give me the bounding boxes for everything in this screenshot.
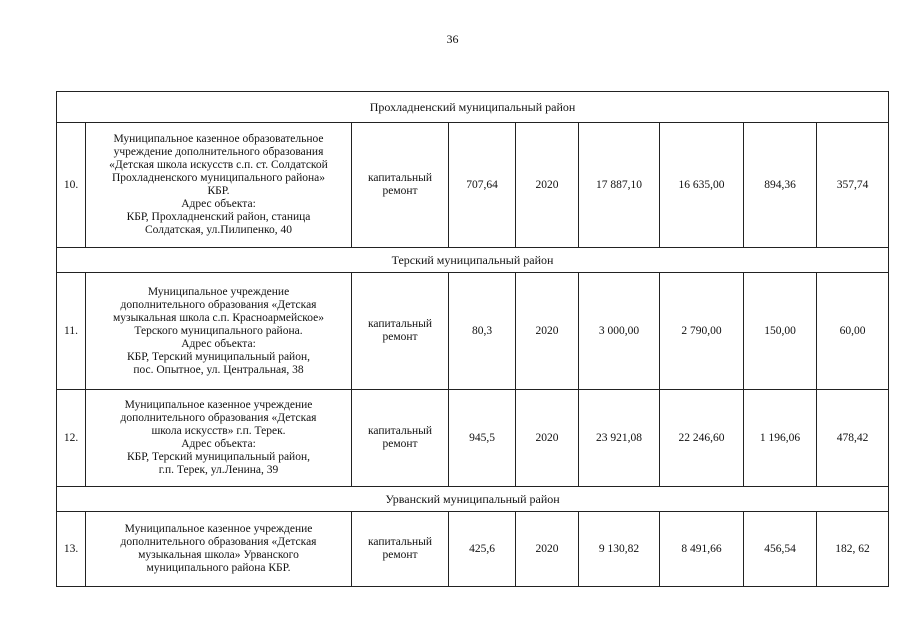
value-cell: 357,74 xyxy=(817,123,889,248)
description-line: г.п. Терек, ул.Ленина, 39 xyxy=(158,464,279,476)
object-description xyxy=(86,123,352,248)
section-title: Терский муниципальный район xyxy=(57,248,889,273)
value-cell: 23 921,08 xyxy=(579,390,660,487)
description-line: КБР, Терский муниципальный район, xyxy=(127,451,310,463)
section-header-row xyxy=(57,248,889,273)
description-line: Адрес объекта: xyxy=(181,438,256,450)
value-cell: 478,42 xyxy=(817,390,889,487)
table-row xyxy=(57,390,889,487)
description-line: музыкальная школа» Урванского xyxy=(138,549,299,561)
work-type xyxy=(352,390,449,487)
description-line: дополнительного образования «Детская xyxy=(120,298,317,311)
description-line: КБР, Прохладненский район, станица xyxy=(126,211,311,223)
work-type-line: капитальный xyxy=(367,172,433,184)
page-number: 36 xyxy=(446,32,459,46)
value-cell: 1 196,06 xyxy=(744,390,817,487)
section-title: Урванский муниципальный район xyxy=(57,487,889,512)
description-line: дополнительного образования «Детская xyxy=(120,536,317,548)
description-line: пос. Опытное, ул. Центральная, 38 xyxy=(133,363,304,376)
description-line: учреждение дополнительного образования xyxy=(113,146,324,158)
work-type-line: ремонт xyxy=(382,185,418,197)
description-line: «Детская школа искусств с.п. ст. Солдатской xyxy=(109,159,328,171)
value-cell: 182, 62 xyxy=(817,512,889,587)
object-description xyxy=(86,273,352,390)
description-line: Прохладненского муниципального района» xyxy=(111,172,325,184)
description-line: Адрес объекта: xyxy=(181,198,256,210)
row-number: 10. xyxy=(57,123,86,248)
work-type-line: капитальный xyxy=(367,536,433,548)
object-registry-table xyxy=(56,91,889,587)
description-line: Муниципальное казенное учреждение xyxy=(124,523,313,535)
section-header-row xyxy=(57,487,889,512)
value-cell: 22 246,60 xyxy=(660,390,744,487)
table-row xyxy=(57,123,889,248)
row-number: 12. xyxy=(57,390,86,487)
value-cell: 2020 xyxy=(516,390,579,487)
value-cell: 17 887,10 xyxy=(579,123,660,248)
table-row xyxy=(57,512,889,587)
work-type-line: ремонт xyxy=(382,438,418,450)
table-row xyxy=(57,273,889,390)
work-type xyxy=(352,512,449,587)
description-line: муниципального района КБР. xyxy=(146,562,291,574)
value-cell: 707,64 xyxy=(449,123,516,248)
description-line: Солдатская, ул.Пилипенко, 40 xyxy=(144,224,293,236)
description-line: дополнительного образования «Детская xyxy=(120,412,317,424)
value-cell: 8 491,66 xyxy=(660,512,744,587)
description-line: школа искусств» г.п. Терек. xyxy=(151,425,286,437)
work-type xyxy=(352,273,449,390)
row-number: 11. xyxy=(57,273,86,390)
value-cell: 9 130,82 xyxy=(579,512,660,587)
object-description xyxy=(86,390,352,487)
value-cell: 80,3 xyxy=(449,273,516,390)
object-description xyxy=(86,512,352,587)
value-cell: 2 790,00 xyxy=(660,273,744,390)
value-cell: 894,36 xyxy=(744,123,817,248)
value-cell: 3 000,00 xyxy=(579,273,660,390)
value-cell: 2020 xyxy=(516,123,579,248)
description-line: Муниципальное казенное образовательное xyxy=(113,133,324,145)
value-cell: 456,54 xyxy=(744,512,817,587)
description-line: Муниципальное учреждение xyxy=(147,285,290,298)
value-cell: 16 635,00 xyxy=(660,123,744,248)
work-type-line: ремонт xyxy=(382,549,418,561)
work-type-line: капитальный xyxy=(367,318,433,330)
description-line: КБР. xyxy=(207,185,230,197)
value-cell: 2020 xyxy=(516,512,579,587)
section-header-row xyxy=(57,92,889,123)
value-cell: 425,6 xyxy=(449,512,516,587)
row-number: 13. xyxy=(57,512,86,587)
value-cell: 2020 xyxy=(516,273,579,390)
description-line: Муниципальное казенное учреждение xyxy=(124,399,313,411)
work-type-line: ремонт xyxy=(382,331,418,343)
work-type xyxy=(352,123,449,248)
value-cell: 945,5 xyxy=(449,390,516,487)
description-line: музыкальная школа с.п. Красноармейское» xyxy=(113,311,324,324)
description-line: КБР, Терский муниципальный район, xyxy=(127,350,310,363)
description-line: Адрес объекта: xyxy=(181,337,256,350)
description-line: Терского муниципального района. xyxy=(134,324,303,337)
value-cell: 150,00 xyxy=(744,273,817,390)
section-title: Прохладненский муниципальный район xyxy=(57,92,889,123)
work-type-line: капитальный xyxy=(367,425,433,437)
value-cell: 60,00 xyxy=(817,273,889,390)
